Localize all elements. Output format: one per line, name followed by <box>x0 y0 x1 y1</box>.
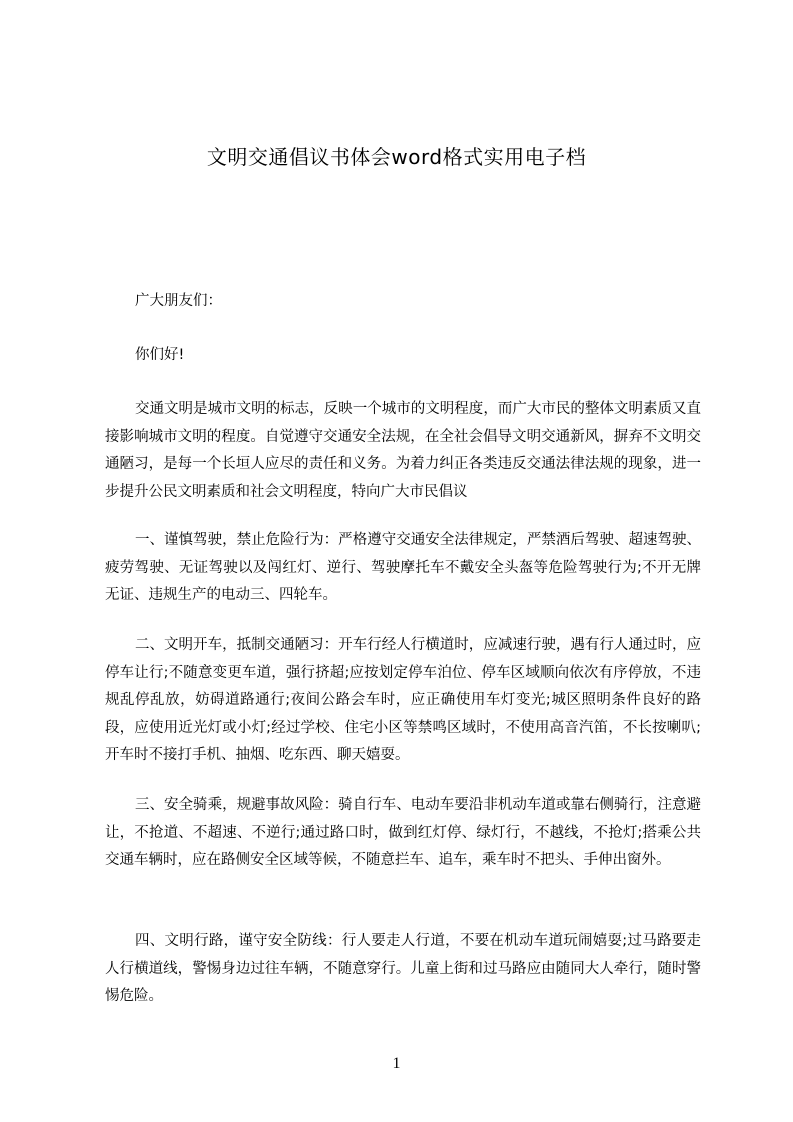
document-title: 文明交通倡议书体会word格式实用电子档 <box>206 145 587 169</box>
paragraph-item-2: 二、文明开车，抵制交通陋习：开车行经人行横道时，应减速行驶，遇有行人通过时，应停车让行;不随意变更车道，强行挤超;应按划定停车泊位、停车区域顺向依次有序停放，不违规乱停乱放，妨碍道路通行;夜间公路会车时，应正确使用车灯变光;城区照明条件良好的路段，应使用近光灯或小灯;经过学校、住宅小区等禁鸣区域时，不使用高音汽笛，不长按喇叭;开车时不接打手机、抽烟、吃东西、聊天嬉耍。 <box>105 637 701 763</box>
salutation: 广大朋友们： <box>135 293 222 309</box>
page-number: 1 <box>392 1055 401 1072</box>
greeting: 你们好! <box>135 347 185 363</box>
paragraph-item-4: 四、文明行路，谨守安全防线：行人要走人行道，不要在机动车道玩闹嬉耍;过马路要走人行横道线，警惕身边过往车辆，不随意穿行。儿童上街和过马路应由随同大人牵行，随时警惕危险。 <box>105 933 701 1004</box>
paragraph-item-1: 一、谨慎驾驶，禁止危险行为：严格遵守交通安全法律规定，严禁酒后驾驶、超速驾驶、疲劳驾驶、无证驾驶以及闯红灯、逆行、驾驶摩托车不戴安全头盔等危险驾驶行为;不开无牌无证、违规生产的电动三、四轮车。 <box>105 532 701 603</box>
paragraph-item-3: 三、安全骑乘，规避事故风险：骑自行车、电动车要沿非机动车道或靠右侧骑行，注意避让，不抢道、不超速、不逆行;通过路口时，做到红灯停、绿灯行，不越线，不抢灯;搭乘公共交通车辆时，应在路侧安全区域等候，不随意拦车、追车，乘车时不把头、手伸出窗外。 <box>105 797 701 868</box>
paragraph-intro: 交通文明是城市文明的标志，反映一个城市的文明程度，而广大市民的整体文明素质又直接影响城市文明的程度。自觉遵守交通安全法规，在全社会倡导文明交通新风，摒弃不文明交通陋习，是每一个长垣人应尽的责任和义务。为着力纠正各类违反交通法律法规的现象，进一步提升公民文明素质和社会文明程度，特向广大市民倡议 <box>105 401 701 500</box>
